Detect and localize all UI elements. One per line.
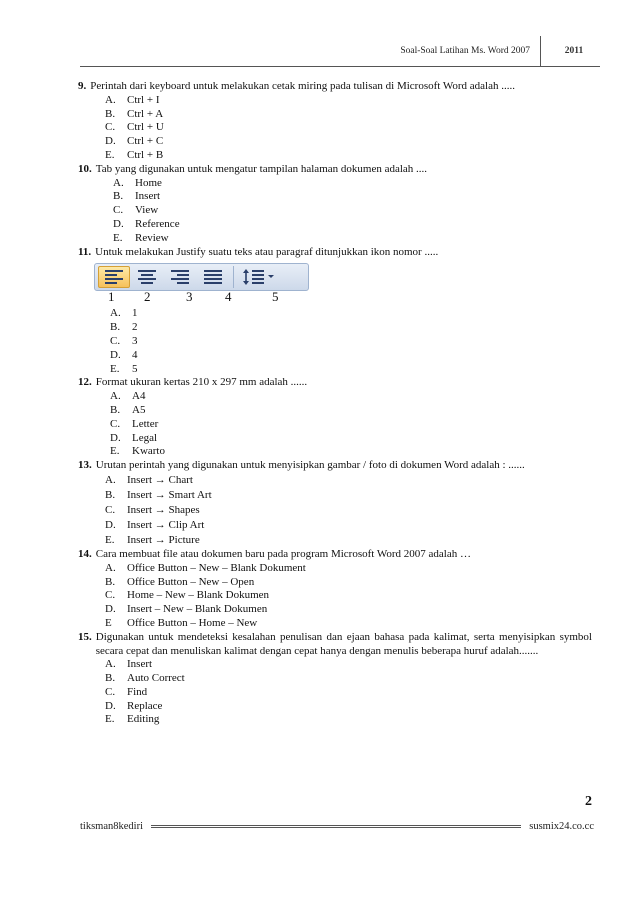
option <box>105 518 592 533</box>
header-year: 2011 <box>564 46 584 56</box>
ribbon-toolbar <box>94 263 309 291</box>
option-text: 4 <box>132 348 138 361</box>
question-text: Tab yang digunakan untuk mengatur tampilan halaman dokumen adalah .... <box>95 162 428 175</box>
options-list <box>110 307 592 376</box>
question-number: 12. <box>78 376 92 389</box>
option-text: 5 <box>132 362 138 375</box>
option-text: Office Button – New – Open <box>127 575 255 588</box>
header-divider <box>540 36 541 66</box>
option <box>110 445 592 459</box>
option-text: Replace <box>127 699 163 712</box>
option-text: Office Button – New – Blank Dokument <box>127 561 306 574</box>
question-list <box>78 80 592 727</box>
option-letter: C. <box>105 685 116 698</box>
question-number: 14. <box>78 547 92 560</box>
option-letter: A. <box>105 473 116 486</box>
option-letter: B. <box>113 190 124 203</box>
option <box>105 473 592 488</box>
option-text: Ctrl + B <box>127 148 164 161</box>
question-text: Untuk melakukan Justify suatu teks atau paragraf ditunjukkan ikon nomor ..... <box>95 245 439 258</box>
options-list <box>113 177 592 246</box>
option-letter: A. <box>105 658 116 671</box>
option-text: Insert → Shapes <box>127 503 200 516</box>
question-text: Digunakan untuk mendeteksi kesalahan penulisan dan ejaan bahasa pada kalimat, serta menyisipkan symbol secara cepat dan menuliskan kalimat dengan cepat hanya dengan menulis beberapa huruf adalah....... <box>95 630 592 657</box>
question-10 <box>78 163 592 246</box>
align-center-icon <box>131 266 163 288</box>
options-list <box>110 390 592 459</box>
option-letter: D. <box>105 603 116 616</box>
option <box>113 232 592 246</box>
ribbon-number-labels <box>94 290 304 304</box>
option <box>113 204 592 218</box>
options-list <box>105 658 592 727</box>
option-letter: B. <box>105 488 116 501</box>
option <box>113 218 592 232</box>
option <box>110 390 592 404</box>
option-letter: E. <box>113 231 123 244</box>
options-list <box>105 473 592 548</box>
option <box>113 190 592 204</box>
option-text: View <box>135 204 159 217</box>
option-text: Insert – New – Blank Dokumen <box>127 603 268 616</box>
option-text: Office Button – Home – New <box>127 616 258 629</box>
option <box>105 713 592 727</box>
ribbon-number: 5 <box>272 289 279 305</box>
option-letter: C. <box>105 503 116 516</box>
option-letter: A. <box>110 390 121 403</box>
option-letter: D. <box>105 699 116 712</box>
option-letter: B. <box>110 403 121 416</box>
option-text: 3 <box>132 334 138 347</box>
option-text: Insert <box>135 190 161 203</box>
option-text: Kwarto <box>132 445 165 458</box>
ribbon-number: 3 <box>186 289 193 305</box>
options-list <box>105 562 592 631</box>
option-letter: B. <box>110 321 121 334</box>
option-letter: B. <box>105 575 116 588</box>
option-text: 2 <box>132 321 138 334</box>
option-text: Auto Correct <box>127 672 185 685</box>
question-11 <box>78 246 592 377</box>
option-letter: E. <box>105 533 115 546</box>
question-text: Urutan perintah yang digunakan untuk menyisipkan gambar / foto di dokumen Word adalah : ...... <box>95 459 525 472</box>
option-text: Reference <box>135 217 180 230</box>
option-text: Find <box>127 685 148 698</box>
option-text: Editing <box>127 713 160 726</box>
question-text: Format ukuran kertas 210 x 297 mm adalah ...... <box>95 376 308 389</box>
option-letter: A. <box>110 307 121 320</box>
option-letter: E. <box>105 713 115 726</box>
option-text: Letter <box>132 417 159 430</box>
option-text: Ctrl + C <box>127 135 164 148</box>
justify-icon <box>197 266 229 288</box>
ribbon-separator <box>233 266 234 288</box>
option-text: Ctrl + I <box>127 93 160 106</box>
option <box>110 404 592 418</box>
option-letter: E. <box>110 445 120 458</box>
ribbon-number: 4 <box>225 289 232 305</box>
option <box>105 617 592 631</box>
question-number: 11. <box>78 245 92 258</box>
option <box>110 432 592 446</box>
question-number: 13. <box>78 459 92 472</box>
option-text: Insert → Chart <box>127 473 193 486</box>
option-text: Insert → Smart Art <box>127 488 212 501</box>
option <box>110 321 592 335</box>
option <box>113 177 592 191</box>
options-list <box>105 94 592 163</box>
option-letter: A. <box>105 93 116 106</box>
option <box>105 658 592 672</box>
option <box>105 503 592 518</box>
question-text: Perintah dari keyboard untuk melakukan cetak miring pada tulisan di Microsoft Word adalah ..... <box>90 80 515 92</box>
question-12 <box>78 376 592 459</box>
option-text: Home <box>135 176 162 189</box>
option <box>105 603 592 617</box>
option <box>105 121 592 135</box>
question-number: 9. <box>78 80 87 92</box>
question-number: 15. <box>78 630 92 643</box>
option <box>110 349 592 363</box>
option-letter: B. <box>105 672 116 685</box>
question-13 <box>78 459 592 548</box>
option-text: A4 <box>132 390 146 403</box>
option <box>110 307 592 321</box>
option-letter: E. <box>105 148 115 161</box>
line-spacing-icon <box>237 266 281 288</box>
option <box>105 135 592 149</box>
option <box>105 533 592 548</box>
question-text: Cara membuat file atau dokumen baru pada program Microsoft Word 2007 adalah … <box>95 547 471 560</box>
ribbon-number: 1 <box>108 289 115 305</box>
question-9 <box>78 80 592 163</box>
align-left-icon <box>98 266 130 288</box>
option-text: Review <box>135 231 169 244</box>
option <box>105 149 592 163</box>
option-letter: D. <box>105 135 116 148</box>
option-letter: C. <box>113 204 124 217</box>
header-title: Soal-Soal Latihan Ms. Word 2007 <box>400 46 530 56</box>
option-letter: A. <box>105 561 116 574</box>
option <box>110 335 592 349</box>
option-letter: E. <box>110 362 120 375</box>
option <box>105 94 592 108</box>
question-15 <box>78 631 592 728</box>
option <box>110 418 592 432</box>
option-letter: D. <box>105 518 116 531</box>
option-letter: B. <box>105 107 116 120</box>
question-number: 10. <box>78 162 92 175</box>
option-letter: C. <box>110 417 121 430</box>
option <box>105 589 592 603</box>
option <box>105 686 592 700</box>
option-letter: C. <box>110 334 121 347</box>
option-text: Ctrl + A <box>127 107 164 120</box>
option-letter: A. <box>113 176 124 189</box>
footer-right-text: susmix24.co.cc <box>529 820 594 832</box>
align-right-icon <box>164 266 196 288</box>
option <box>105 488 592 503</box>
question-14 <box>78 548 592 631</box>
option-letter: E <box>105 616 112 629</box>
page-number: 2 <box>585 794 592 809</box>
option-text: Home – New – Blank Dokumen <box>127 589 270 602</box>
option-letter: C. <box>105 121 116 134</box>
option-text: Ctrl + U <box>127 121 164 134</box>
paragraph-ribbon-figure <box>94 263 592 305</box>
option <box>105 576 592 590</box>
option-text: A5 <box>132 403 146 416</box>
page-footer <box>80 818 594 834</box>
option <box>105 562 592 576</box>
option <box>105 700 592 714</box>
footer-rule <box>151 825 521 828</box>
ribbon-number: 2 <box>144 289 151 305</box>
option <box>105 108 592 122</box>
option <box>105 672 592 686</box>
footer-left-text: tiksman8kediri <box>80 820 143 832</box>
option-text: Insert → Picture <box>127 533 200 546</box>
option-letter: D. <box>110 431 121 444</box>
option-text: Insert <box>127 658 153 671</box>
option-text: 1 <box>132 307 138 320</box>
option-text: Legal <box>132 431 158 444</box>
option-letter: C. <box>105 589 116 602</box>
option-letter: D. <box>113 217 124 230</box>
page-header <box>80 36 600 67</box>
option <box>110 363 592 377</box>
option-text: Insert → Clip Art <box>127 518 205 531</box>
option-letter: D. <box>110 348 121 361</box>
